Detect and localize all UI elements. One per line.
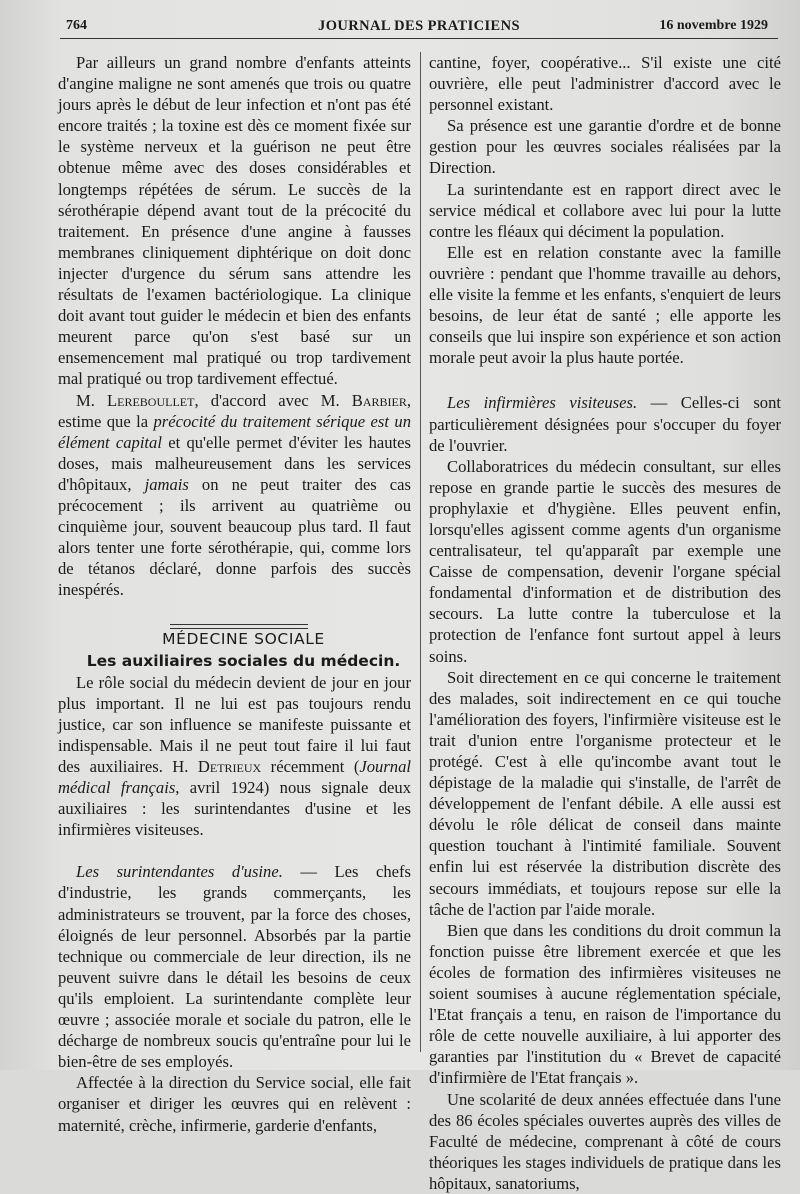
emphasis: précocité du traitement sérique est un élément capital bbox=[58, 411, 411, 452]
page-header bbox=[60, 14, 778, 39]
paragraph: Soit directement en ce qui concerne le traitement des malades, soit indirectement en ce qui touche l'amélioration des foyers, l'infirmière visiteuse est le trait d'union entre l'organisme protecteur et le protégé. C'est à elle qu'incombe avant tout le dépistage de la maladie qui s'installe, de l'arrêt de développement de l'enfant débile. A elle aussi est dévolu le rôle délicat de conseil dans mainte question touchant à l'intimité familiale. Souvent enfin lui est réservée la distribution discrète des secours immédiats, et toujours repose sur elle la tâche de l'action par l'aide morale. bbox=[429, 667, 781, 919]
paragraph: M. Lereboullet, d'accord avec M. Barbier, estime que la précocité du traitement sérique est un élément capital et qu'elle permet d'éviter les hautes doses, mais malheureusement dans les services d'hôpitaux, jamais on ne peut traiter des cas précocement ; ils arrivent au quatrième ou cinquième jour, souvent beaucoup plus tard. Il faut alors tenter une forte sérothérapie, qui, comme lors de tétanos déclaré, donne parfois des succès inespérés. bbox=[58, 390, 411, 600]
paragraph: Sa présence est une garantie d'ordre et de bonne gestion pour les œuvres sociales réalisées par la Direction. bbox=[429, 116, 781, 178]
journal-title: JOURNAL DES PRATICIENS bbox=[318, 18, 520, 34]
author-name: Barbier bbox=[351, 390, 407, 410]
page-number: 764 bbox=[66, 18, 87, 33]
right-column bbox=[429, 52, 781, 1194]
author-name: Lereboullet bbox=[107, 390, 195, 410]
paragraph: Affectée à la direction du Service social, elle fait organiser et diriger les œuvres qui en relèvent : maternité, crèche, infirmerie, garderie d'enfants, bbox=[58, 1073, 411, 1135]
paragraph: Par ailleurs un grand nombre d'enfants atteints d'angine maligne ne sont amenés que trois ou quatre jours après le début de leur infection et n'ont pas été encore traités ; la toxine est dès ce moment fixée sur le système nerveux et la guérison ne peut être obtenue même avec des doses considérables et longtemps répétées de sérum. Le succès de la sérothérapie dépend avant tout de la précocité du traitement. En présence d'une angine à fausses membranes cliniquement diphtérique on doit donc injecter d'urgence du sérum sans attendre les résultats de l'examen bactériologique. La clinique doit avant tout guider le médecin et bien des enfants meurent parce qu'on s'est basé sur un ensemencement mal pratiqué ou trop tardivement mal pratiqué ou trop tardivement effectué. bbox=[58, 53, 411, 389]
paragraph: Une scolarité de deux années effectuée dans l'une des 86 écoles spéciales ouvertes auprès des villes de Faculté de médecine, comprenant à côté de cours théoriques les stages individuels de pratique dans les hôpitaux, sanatoriums, bbox=[429, 1089, 781, 1193]
column-separator bbox=[420, 52, 421, 1052]
article-title: Les auxiliaires sociales du médecin. bbox=[86, 651, 401, 670]
paragraph: Bien que dans les conditions du droit commun la fonction puisse être librement exercée et que les écoles de formation des infirmières visiteuses ne soient soumises à aucune réglementation spéciale, l'Etat français a tenu, en raison de l'importance du rôle de cette nouvelle auxiliaire, à lui apporter des garanties par l'institution du « Brevet de capacité d'infirmière de l'Etat français ». bbox=[429, 920, 781, 1088]
subheading: Les surintendantes d'usine. bbox=[76, 862, 283, 882]
paragraph: Collaboratrices du médecin consultant, sur elles repose en grande partie le succès des mesures de prophylaxie et d'hygiène. Elles peuvent enfin, lorsqu'elles agissent comme agents d'un organisme centralisateur, tel qu'apparaît par exemple une Caisse de compensation, devenir l'organe spécial fondamental d'information et de distribution des secours. La lutte contre la tuberculose et la protection de l'enfance font surtout appel à leurs soins. bbox=[429, 456, 781, 666]
paragraph: Le rôle social du médecin devient de jour en jour plus important. Il ne lui est pas toujours rendu justice, car son influence se manifeste puissante et indispensable. Mais il ne peut tout faire il lui faut des auxiliaires. H. Detrieux récemment (Journal médical français, avril 1924) nous signale deux auxiliaires : les surintendantes d'usine et les infirmières visiteuses. bbox=[58, 672, 411, 840]
author-name: Detrieux bbox=[197, 757, 262, 776]
paragraph: Elle est en relation constante avec la famille ouvrière : pendant que l'homme travaille au dehors, elle visite la femme et les enfants, s'enquiert de leurs besoins, de leur état de santé ; elle apporte les conseils que lui inspire son expérience et son action morale peut avoir la plus haute portée. bbox=[429, 242, 781, 368]
subheading: Les infirmières visiteuses. bbox=[447, 393, 638, 413]
journal-reference: Journal médical français bbox=[58, 757, 411, 798]
paragraph: Les surintendantes d'usine. — Les chefs d'industrie, les grands commerçants, les administrateurs se trouvent, par la force des choses, éloignés de leur personnel. Absorbés par la partie technique ou commerciale de leur direction, ils ne peuvent suivre dans le détail les besoins de ceux qu'ils emploient. La surintendante complète leur œuvre ; associée morale et sociale du patron, elle le décharge de nombreux soucis qu'entraîne pour lui le bien-être de ses employés. bbox=[58, 862, 411, 1072]
paragraph: cantine, foyer, coopérative... S'il existe une cité ouvrière, elle peut l'administrer d'accord avec le personnel existant. bbox=[429, 53, 781, 115]
emphasis: jamais bbox=[144, 474, 189, 494]
left-column bbox=[58, 52, 411, 1136]
paragraph: La surintendante est en rapport direct avec le service médical et collabore avec lui pour la lutte contre les fléaux qui déciment la population. bbox=[429, 179, 781, 241]
paragraph: Les infirmières visiteuses. — Celles-ci sont particulièrement désignées pour s'occuper du foyer de l'ouvrier. bbox=[429, 393, 781, 455]
issue-date: 16 novembre 1929 bbox=[659, 18, 768, 33]
section-title: MÉDECINE SOCIALE bbox=[162, 630, 325, 649]
